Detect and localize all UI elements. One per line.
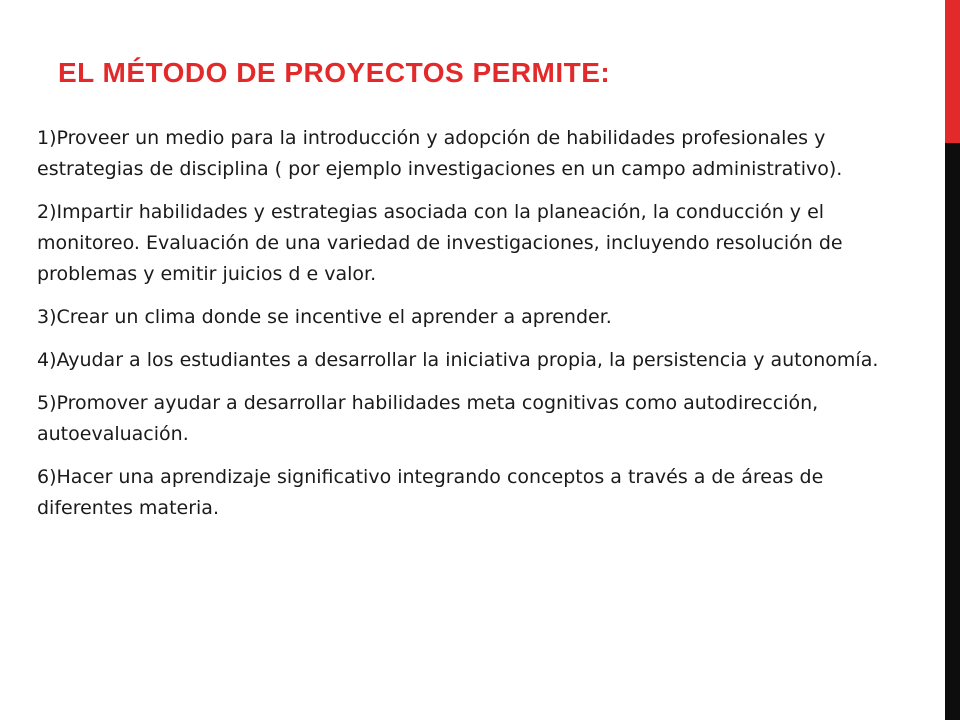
accent-bar-black-segment bbox=[945, 143, 960, 720]
accent-bar-red-segment bbox=[945, 0, 960, 143]
list-item: 4)Ayudar a los estudiantes a desarrollar la iniciativa propia, la persistencia y autonomía. bbox=[37, 349, 879, 371]
list-item: 6)Hacer una aprendizaje significativo integrando conceptos a través a de áreas de diferentes materia. bbox=[37, 466, 824, 519]
list-item: 2)Impartir habilidades y estrategias asociada con la planeación, la conducción y el monitoreo. Evaluación de una variedad de investigaciones, incluyendo resolución de problemas y emitir juicios d e valor. bbox=[37, 201, 843, 285]
list-item: 5)Promover ayudar a desarrollar habilidades meta cognitivas como autodirección, autoevaluación. bbox=[37, 392, 819, 445]
slide-title: EL MÉTODO DE PROYECTOS PERMITE: bbox=[58, 57, 611, 88]
content-list bbox=[37, 123, 889, 536]
accent-bar bbox=[945, 0, 960, 720]
list-item: 1)Proveer un medio para la introducción y adopción de habilidades profesionales y estrategias de disciplina ( por ejemplo investigaciones en un campo administrativo). bbox=[37, 127, 843, 180]
list-item: 3)Crear un clima donde se incentive el aprender a aprender. bbox=[37, 306, 612, 328]
